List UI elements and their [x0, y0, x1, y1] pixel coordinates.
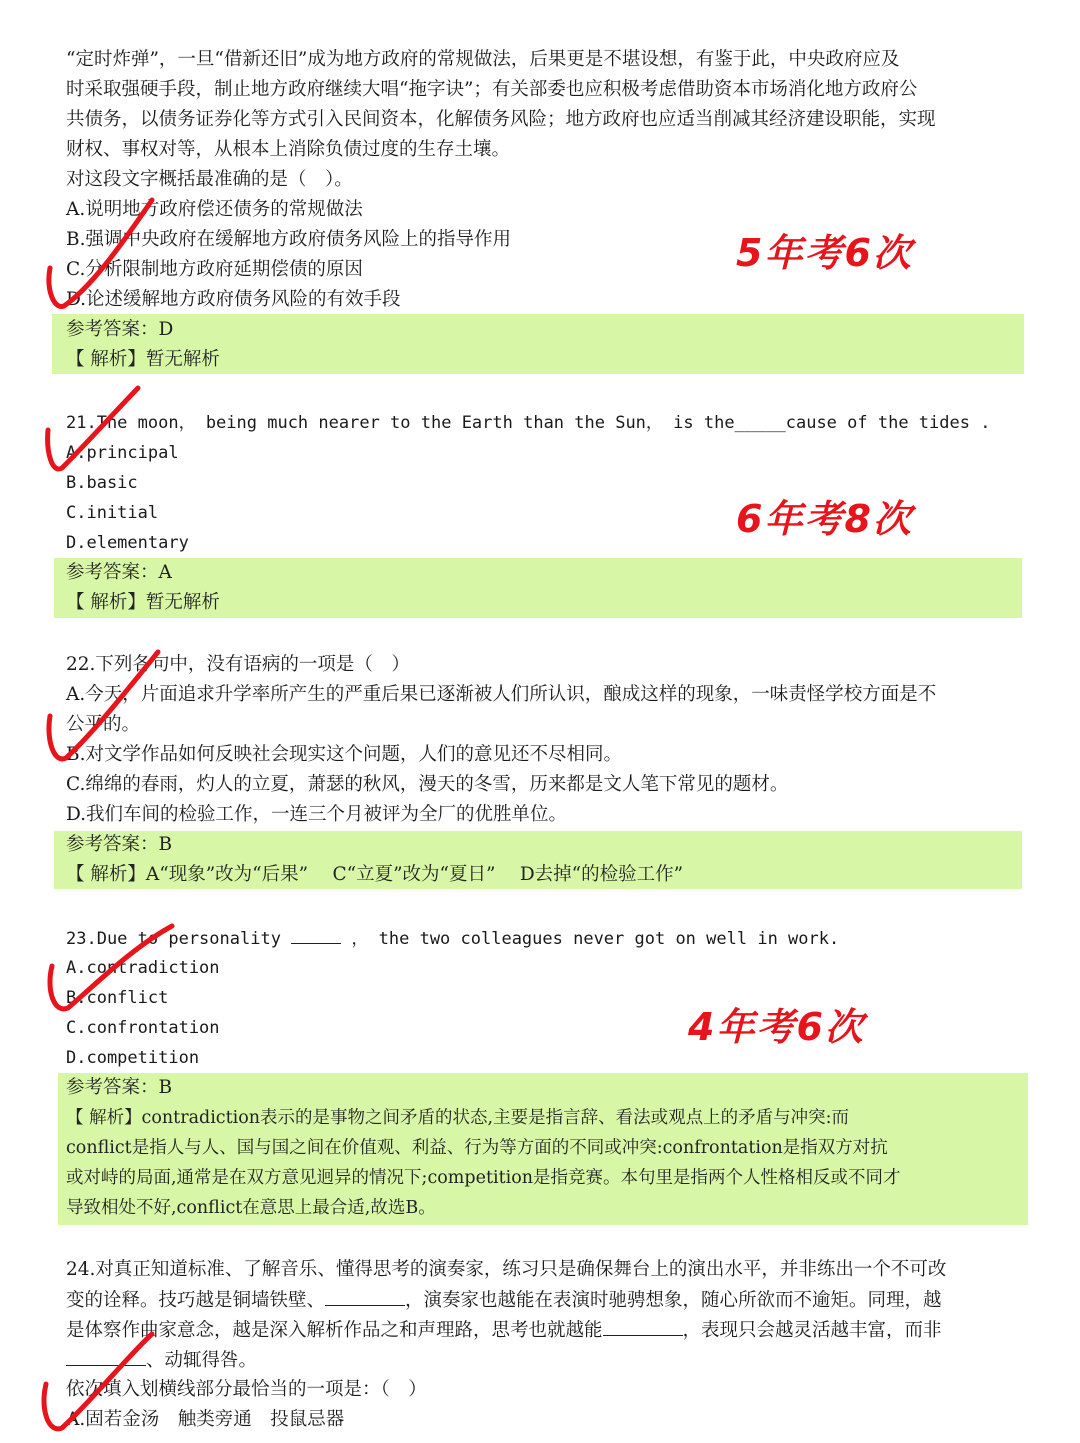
q20-passage-line: 财权、事权对等，从根本上消除负债过度的生存土壤。 — [66, 139, 511, 160]
q20-passage-line: 共债务，以债务证券化等方式引入民间资本，化解债务风险；地方政府也应适当削减其经济建设职能，实现 — [66, 109, 936, 130]
q23-stem-start: 23.Due to personality — [66, 929, 292, 949]
q20-answer: 参考答案：D — [66, 319, 174, 340]
q20-passage-line: “定时炸弹”，一旦“借新还旧”成为地方政府的常规做法，后果更是不堪设想，有鉴于此，中央政府应及 — [66, 49, 900, 70]
q21-stem: 21.The moon， being much nearer to the Earth than the Sun， is the_____cause of the tides . — [66, 413, 991, 433]
q20-question: 对这段文字概括最准确的是（ ）。 — [66, 169, 353, 190]
q23-analysis-line: 导致相处不好,conflict在意思上最合适,故选B。 — [66, 1198, 436, 1218]
q20-passage-line: 时采取强硬手段，制止地方政府继续大唱“拖字诀”；有关部委也应积极考虑借助资本市场消化地方政府公 — [66, 79, 918, 100]
q22-stem: 22.下列各句中，没有语病的一项是（ ） — [66, 654, 410, 675]
q24-line: 24.对真正知道标准、了解音乐、懂得思考的演奏家，练习只是确保舞台上的演出水平，并非练出一个不可改 — [66, 1259, 947, 1280]
q23-option-b: B.conflict — [66, 988, 169, 1008]
q24-blank-2 — [603, 1315, 683, 1336]
q24-option-a: A.固若金汤 触类旁通 投鼠忌器 — [66, 1409, 345, 1430]
q24-line — [66, 1315, 1020, 1345]
q24-line2-b: ，演奏家也越能在表演时驰骋想象，随心所欲而不逾矩。同理，越 — [405, 1290, 942, 1311]
q24-blank-1 — [325, 1285, 405, 1306]
q23-analysis-line: 【 解析】contradiction表示的是事物之间矛盾的状态,主要是指言辞、看法或观点上的矛盾与冲突:而 — [66, 1108, 849, 1128]
q23-answer: 参考答案：B — [66, 1077, 173, 1098]
q23-analysis-line: conflict是指人与人、国与国之间在价值观、利益、行为等方面的不同或冲突:confrontation是指双方对抗 — [66, 1138, 888, 1158]
q21-option-c: C.initial — [66, 503, 159, 523]
q24-line4: 、动辄得咎。 — [146, 1350, 258, 1371]
q23-analysis-line: 或对峙的局面,通常是在双方意见迥异的情况下;competition是指竞赛。本句里是指两个人性格相反或不同才 — [66, 1168, 901, 1188]
q20-analysis: 【 解析】暂无解析 — [66, 349, 220, 370]
q24-line — [66, 1285, 1020, 1315]
q22-option-c: C.绵绵的春雨，灼人的立夏，萧瑟的秋风，漫天的冬雪，历来都是文人笔下常见的题材。 — [66, 774, 789, 795]
q21-option-a: A.principal — [66, 443, 179, 463]
q21-analysis: 【 解析】暂无解析 — [66, 592, 220, 613]
q21-option-d: D.elementary — [66, 533, 189, 553]
q24-line2-a: 变的诠释。技巧越是铜墙铁壁、 — [66, 1290, 326, 1311]
q21-option-b: B.basic — [66, 473, 138, 493]
q22-option-a: A.今天，片面追求升学率所产生的严重后果已逐渐被人们所认识，酿成这样的现象，一味责怪学校方面是不 — [66, 684, 937, 705]
q22-option-a-cont: 公平的。 — [66, 714, 141, 735]
q24-blank-3 — [66, 1345, 146, 1366]
handwritten-note-q20: 5年考6次 — [736, 231, 913, 275]
q23-stem-end: ， the two colleagues never got on well in work. — [341, 929, 840, 949]
q23-option-d: D.competition — [66, 1048, 200, 1068]
q22-option-d: D.我们车间的检验工作，一连三个月被评为全厂的优胜单位。 — [66, 804, 568, 825]
q20-option-a: A.说明地方政府偿还债务的常规做法 — [66, 199, 363, 220]
q23-blank — [291, 923, 341, 944]
q24-question: 依次填入划横线部分最恰当的一项是：（ ） — [66, 1379, 427, 1400]
q23-stem — [66, 923, 1020, 953]
q24-line3-a: 是体察作曲家意念，越是深入解析作品之和声理路，思考也就越能 — [66, 1320, 603, 1341]
q23-option-c: C.confrontation — [66, 1018, 220, 1038]
q20-option-c: C.分析限制地方政府延期偿债的原因 — [66, 259, 363, 280]
q21-answer: 参考答案：A — [66, 562, 172, 583]
q24-line — [66, 1345, 1020, 1375]
handwritten-note-q21: 6年考8次 — [736, 497, 913, 541]
q24-line3-b: ，表现只会越灵活越丰富，而非 — [682, 1320, 942, 1341]
handwritten-note-q23: 4年考6次 — [688, 1005, 865, 1049]
q23-option-a: A.contradiction — [66, 958, 220, 978]
q22-option-b: B.对文学作品如何反映社会现实这个问题，人们的意见还不尽相同。 — [66, 744, 622, 765]
q22-analysis: 【 解析】A“现象”改为“后果” C“立夏”改为“夏日” D去掉“的检验工作” — [66, 864, 684, 885]
q20-option-b: B.强调中央政府在缓解地方政府债务风险上的指导作用 — [66, 229, 511, 250]
q22-answer: 参考答案：B — [66, 834, 173, 855]
q20-option-d: D.论述缓解地方政府债务风险的有效手段 — [66, 289, 401, 310]
